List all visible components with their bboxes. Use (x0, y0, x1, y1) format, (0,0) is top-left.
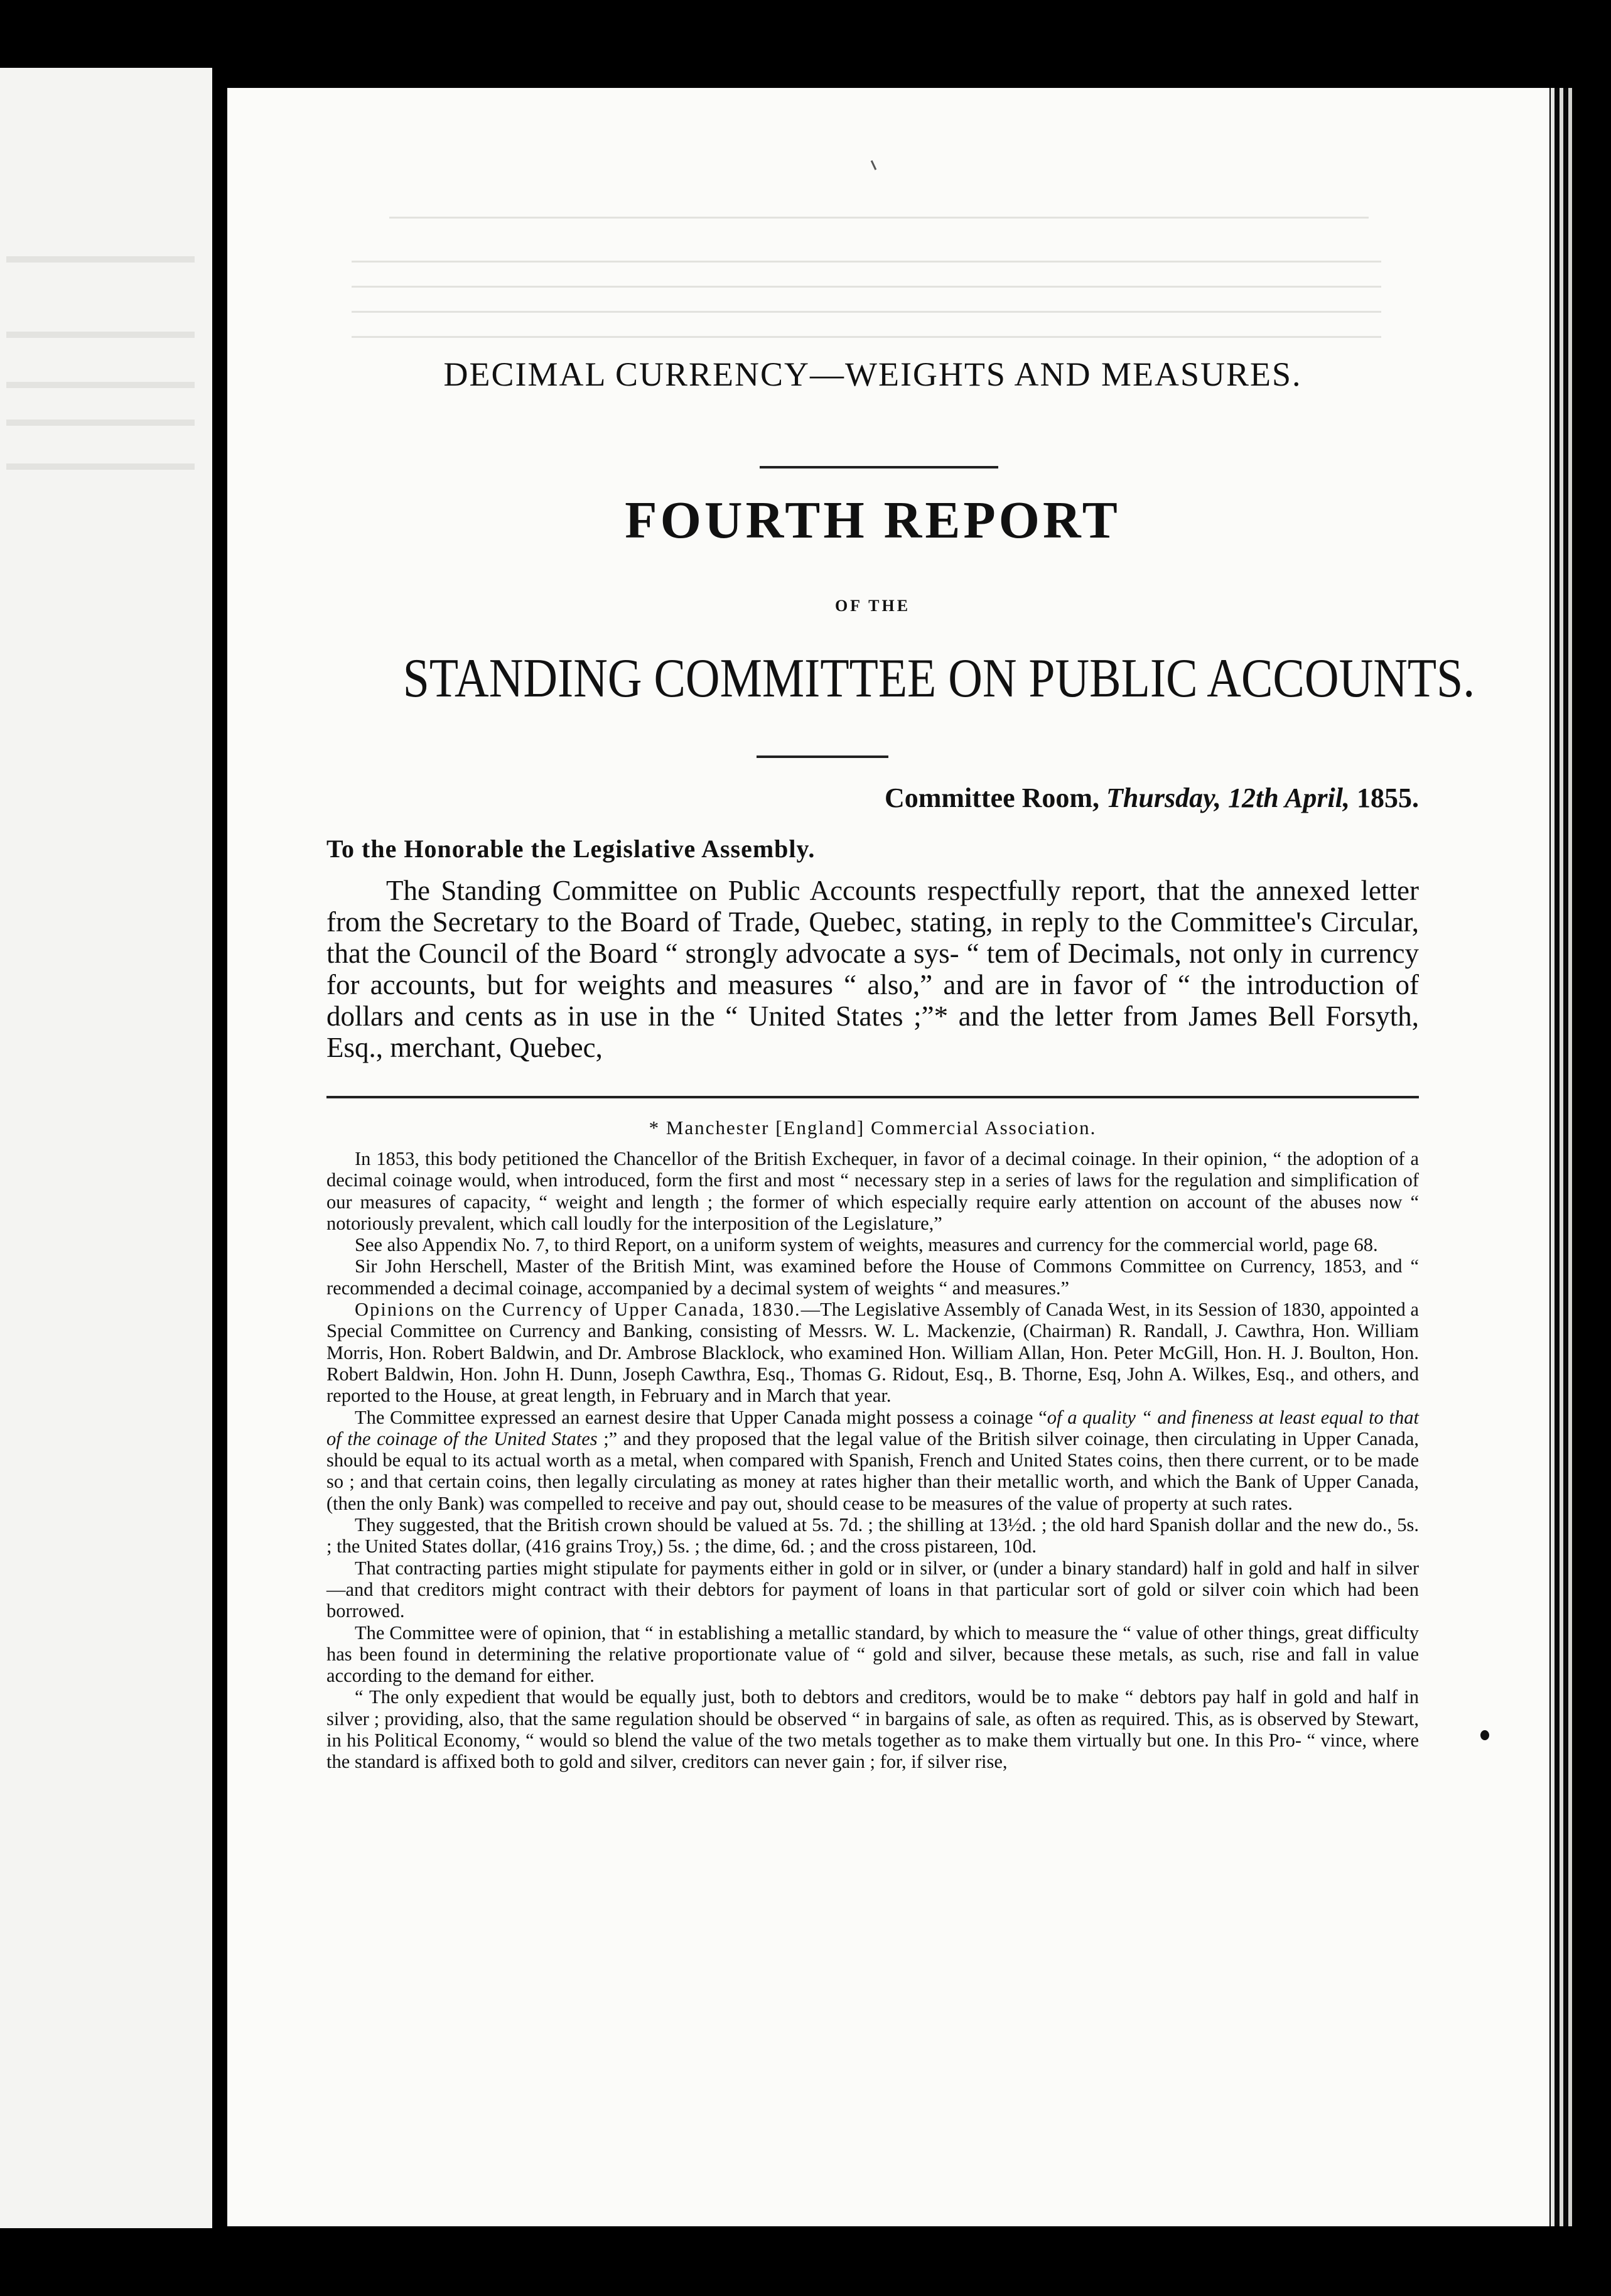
section-text: —The Legislative Assembly of Canada West, in its Session of 1830, appointed a Special Committee on Currency and Banking, consisting of Messrs. W. L. Mackenzie, (Chairman) R. Randall, J. Cawthra, Hon. William Morris, Hon. Robert Baldwin, and Dr. Ambrose Blacklock, who examined Hon. William Allan, Hon. Peter McGill, Hon. H. J. Boulton, Hon. Robert Baldwin, Hon. John H. Dunn, Joseph Cawthra, Esq., Thomas G. Ridout, Esq., B. Thorne, Esq, John A. Wilkes, Esq., and others, and reported to the House, at great length, in February and in March that year. (326, 1299, 1420, 1407)
show-through-line (352, 336, 1381, 338)
bleed-through-line (6, 463, 195, 470)
footnote-block (326, 1148, 1419, 1773)
footnote-paragraph: Sir John Herschell, Master of the British Mint, was examined before the House of Commons Committee on Currency, 1853, and “ recommended a decimal coinage, accompanied by a decimal system of weights “ and measures.” (326, 1255, 1419, 1299)
page-edge-gap (1554, 88, 1560, 2226)
footnote-paragraph: In 1853, this body petitioned the Chancellor of the British Exchequer, in favor of a decimal coinage. In their opinion, “ the adoption of a decimal coinage would, when introduced, form the first and most “ necessary step in a series of laws for the regulation and simplification of our measures of capacity, “ weight and length ; the former of which especially require early attention on account of the abuses now “ notoriously prevalent, which call loudly for the interposition of the Legislature,” (326, 1148, 1419, 1234)
dateline (722, 782, 1419, 814)
footnote-paragraph: That contracting parties might stipulate for payments either in gold or in silver, or (under a binary standard) half in gold and half in silver—and that creditors might contract with their debtors for payment of loans in that particular sort of gold or silver coin which had been borrowed. (326, 1557, 1419, 1622)
show-through-line (352, 311, 1381, 313)
dateline-place: Committee Room, (884, 782, 1100, 813)
footnote-paragraph: “ The only expedient that would be equally just, both to debtors and creditors, would be to make “ debtors pay half in gold and half in silver ; providing, also, that the same regulation should be observed “ in bargains of sale, as often as required. This, as is observed by Stewart, in his Political Economy, “ would so blend the value of the two metals together as to make them virtually but one. In this Pro- “ vince, where the standard is affixed both to gold and silver, creditors can never gain ; for, if silver rise, (326, 1686, 1419, 1773)
footnote-paragraph (326, 1299, 1419, 1406)
bleed-through-line (6, 256, 195, 263)
document-title: DECIMAL CURRENCY—WEIGHTS AND MEASURES. (443, 355, 1302, 393)
show-through-line (389, 217, 1369, 219)
report-body (326, 875, 1419, 1063)
bleed-through-line (6, 332, 195, 338)
text-run: The Committee expressed an earnest desire that Upper Canada might possess a coinage “ (355, 1406, 1047, 1428)
show-through-line (352, 286, 1381, 288)
footnote-heading: * Manchester [England] Commercial Association. (649, 1117, 1097, 1139)
margin-dot (1480, 1730, 1489, 1740)
footnote-paragraph (326, 1407, 1419, 1514)
dateline-date: 12th April, (1228, 782, 1350, 813)
footnote-rule (326, 1096, 1419, 1098)
page-edge (1568, 88, 1572, 2226)
body-paragraph: The Standing Committee on Public Accounts respectfully report, that the annexed letter from the Secretary to the Board of Trade, Quebec, stating, in reply to the Committee's Circular, that the Council of the Board “ strongly advocate a sys- “ tem of Decimals, not only in currency for accounts, but for weights and measures “ also,” and are in favor of “ the introduction of dollars and cents as in use in the “ United States ;”* and the letter from James Bell Forsyth, Esq., merchant, Quebec, (326, 875, 1419, 1063)
dateline-day: Thursday, (1106, 782, 1222, 813)
footnote-paragraph: The Committee were of opinion, that “ in establishing a metallic standard, by which to measure the “ value of other things, great difficulty has been found in determining the relative proportionate value of “ gold and silver, because these metals, as such, rise and fall in value according to the demand for either. (326, 1622, 1419, 1687)
section-lead: Opinions on the Currency of Upper Canada, 1830. (355, 1299, 801, 1321)
report-title: FOURTH REPORT (625, 491, 1121, 550)
footnote-paragraph: See also Appendix No. 7, to third Report, on a uniform system of weights, measures and currency for the commercial world, page 68. (355, 1234, 1378, 1256)
show-through-line (352, 261, 1381, 263)
divider-rule (757, 755, 888, 758)
dateline-year: 1855. (1357, 782, 1419, 813)
text-run: ;” and they proposed that the legal value of the British silver coinage, then circulating in Upper Canada, should be equal to its actual worth as a metal, when compared with Spanish, French and United States coins, then there current, or to be made so ; and that certain coins, then legally circulating as money at rates higher than their metallic worth, and which the Bank of Upper Canada, (then the only Bank) was compelled to receive and pay out, should cease to be measures of the value of property at such rates. (326, 1427, 1420, 1514)
book-gutter (212, 63, 227, 2236)
committee-title: STANDING COMMITTEE ON PUBLIC ACCOUNTS. (402, 648, 1475, 709)
of-the-caption: OF THE (834, 597, 911, 615)
facing-page-edge (0, 68, 212, 2228)
bleed-through-line (6, 420, 195, 426)
page-edge-gap (1563, 88, 1568, 2226)
italic-quote: of a quality “ and fineness at least equal to that of the coinage of the United States (326, 1406, 1419, 1449)
divider-rule (760, 466, 998, 468)
salutation: To the Honorable the Legislative Assembly. (326, 835, 816, 863)
bleed-through-line (6, 382, 195, 388)
footnote-paragraph: They suggested, that the British crown should be valued at 5s. 7d. ; the shilling at 13½d. ; the old hard Spanish dollar and the new do., 5s. ; the United States dollar, (416 grains Troy,) 5s. ; the dime, 6d. ; and the cross pistareen, 10d. (326, 1514, 1419, 1557)
